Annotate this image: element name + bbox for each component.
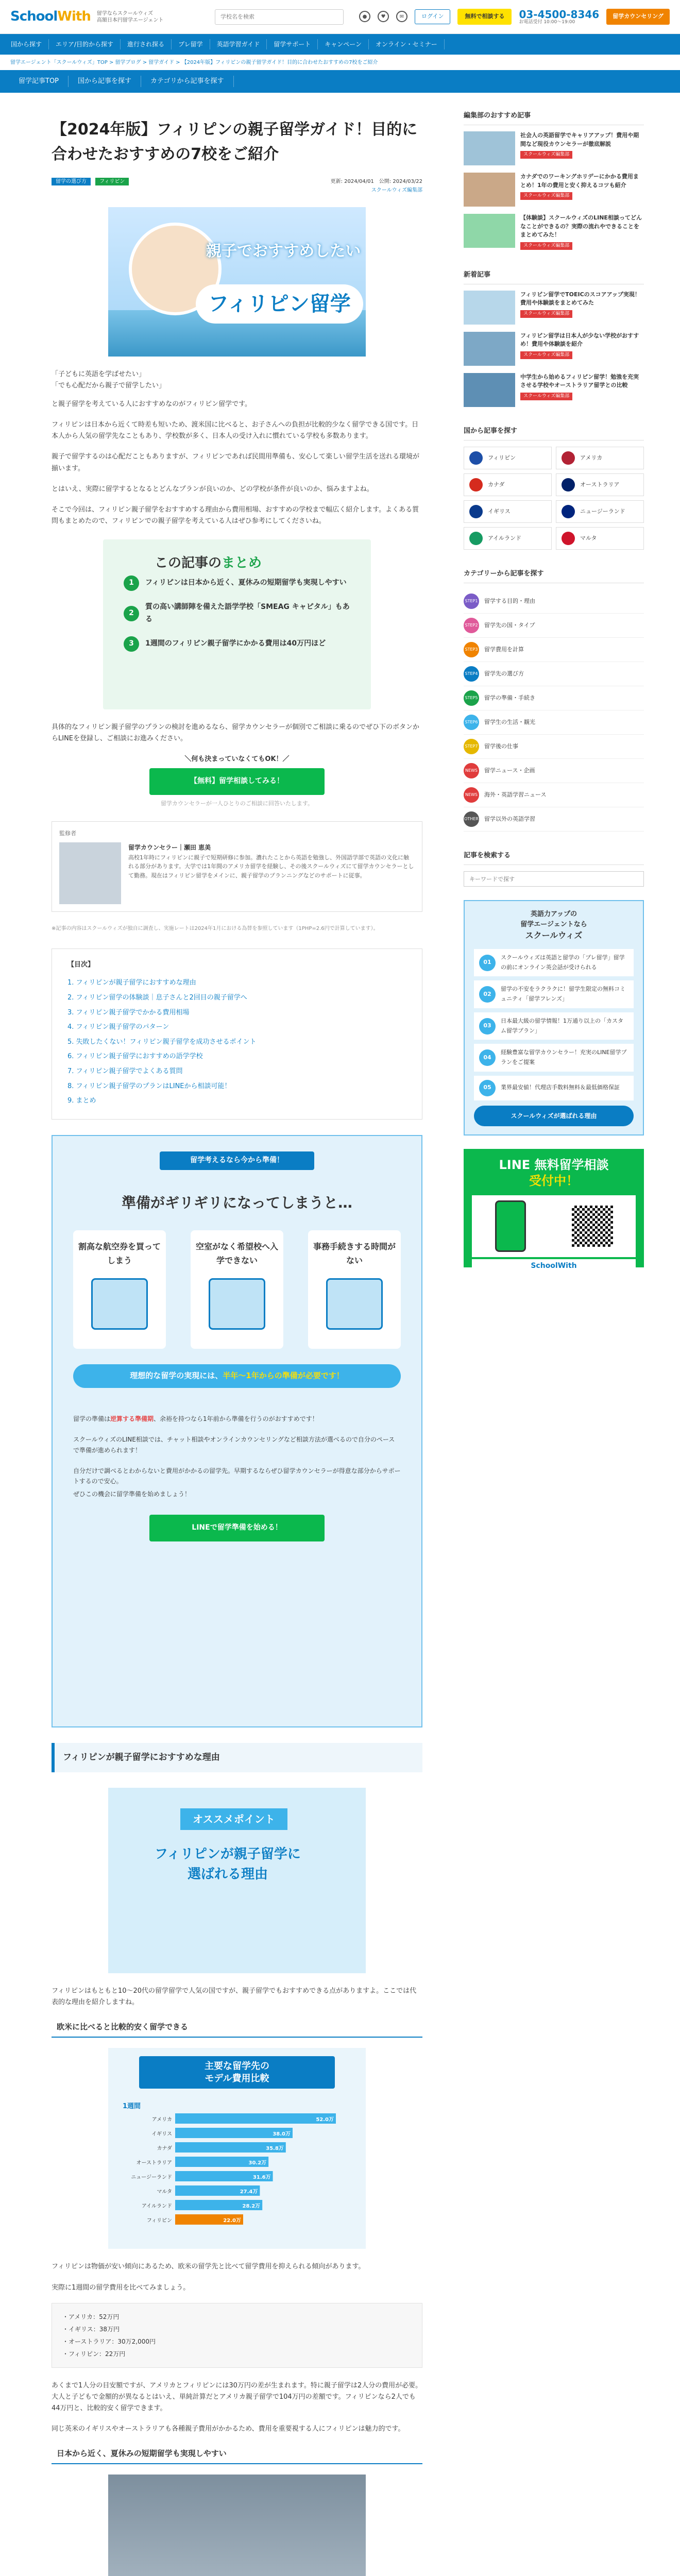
subnav-country[interactable]: 国から記事を探す [69, 76, 141, 87]
nav-item[interactable]: プレ留学 [172, 39, 210, 49]
tel-value: 03-4500-8346 [519, 8, 600, 21]
line-ad[interactable] [464, 1149, 644, 1270]
ad-item-text: 留学の不安をラクラクに！留学生限定の無料コミュニティ「留学フレンズ」 [501, 986, 625, 1003]
intro-paragraph: フィリピンは日本から近くて時差も短いため、渡米国に比べると、お子さんへの負担が比較的少なく留学できる国です。日本人から人気の留学先なこともあり、学校数が多く、日本人の受け入れに慣れている学校も多数あります。 [52, 421, 419, 440]
sidebar-article[interactable] [464, 131, 644, 165]
content-wrap [0, 93, 680, 2576]
supervisor-name: 留学カウンセラー｜瀬田 恵美 [128, 844, 211, 852]
country-item[interactable] [464, 527, 552, 550]
category-item[interactable] [464, 614, 644, 638]
chart-category-label: フィリピン [146, 2218, 172, 2224]
chart-category-label: アイルランド [141, 2204, 172, 2210]
reasons-button[interactable]: スクールウィズが選ばれる理由 [474, 1106, 634, 1126]
banner-p1-b: 逆算する準備期 [110, 1415, 154, 1422]
toc-item[interactable]: 7. フィリピン親子留学でよくある質問 [67, 1067, 183, 1076]
hero-text-2: フィリピン留学 [196, 284, 363, 324]
ad-item-text: 日本最大級の留学情報！1万通り以上の「カスタム留学プラン」 [501, 1017, 623, 1034]
category-item[interactable] [464, 638, 644, 662]
sidebar-badge: スクールウィズ編集部 [520, 310, 572, 318]
category-label: 留学後の仕事 [484, 742, 518, 750]
category-label: 留学先の国・タイプ [484, 621, 535, 629]
article-date: 更新: 2024/04/01 公開: 2024/03/22 [330, 179, 422, 184]
category-label: 留学生の生活・観光 [484, 718, 535, 725]
sidebar-badge: スクールウィズ編集部 [520, 151, 572, 159]
chart-category-label: イギリス [151, 2131, 172, 2138]
toc-item[interactable]: 6. フィリピン親子留学におすすめの語学学校 [67, 1053, 203, 1061]
country-item[interactable] [556, 527, 644, 550]
chart-bar [175, 2113, 336, 2124]
cta-lead: ＼何も決まっていなくてもOK！／ [184, 755, 290, 764]
category-item[interactable] [464, 735, 644, 759]
nav-item[interactable]: エリア/目的から探す [49, 39, 121, 49]
document-icon [326, 1278, 383, 1330]
strip-b: 半年〜1年からの準備が必要です！ [223, 1371, 344, 1381]
supervisor-info [128, 842, 415, 904]
tag[interactable]: 留学の選び方 [52, 178, 91, 185]
sidebar-article-title: フィリピン留学は日本人が少ない学校がおすすめ！費用や体験談を紹介 [520, 332, 639, 348]
category-label: 留学ニュース・企画 [484, 767, 535, 774]
article-meta [41, 177, 433, 195]
chart-title [139, 2056, 335, 2089]
flag-icon [562, 505, 575, 518]
article-tags [52, 177, 132, 195]
step-icon: NEWS [464, 763, 479, 778]
ad-item [474, 980, 634, 1008]
country-label: カナダ [488, 481, 505, 488]
toc-item[interactable]: 5. 失敗したくない！フィリピン親子留学を成功させるポイント [67, 1038, 257, 1046]
user-icon[interactable]: ● [359, 11, 370, 22]
subsection-heading: 欧米に比べると比較的安く留学できる [52, 2018, 422, 2038]
ad-item-text: 経験豊富な留学カウンセラー！充実のLINE留学プランをご提案 [501, 1049, 627, 1065]
summary-text: 1週間のフィリピン親子留学にかかる費用は40万円ほど [145, 639, 326, 648]
country-grid [464, 447, 644, 550]
banner-card [308, 1230, 401, 1349]
logo[interactable] [10, 5, 91, 28]
toc-title: 【目次】 [67, 961, 95, 969]
step-icon: STEP1 [464, 594, 479, 609]
thumbnail [464, 291, 515, 325]
line-prep-button[interactable]: LINEで留学準備を始める！ [149, 1515, 325, 1541]
paragraph: フィリピンはもともと10〜20代の留学留学で人気の国ですが、親子留学でもおすすめできる点がありますよ。ここでは代表的な理由を紹介しますね。 [52, 1987, 417, 2006]
chart-category-label: カナダ [157, 2146, 172, 2152]
category-item[interactable] [464, 686, 644, 710]
subsection-heading: 日本から近く、夏休みの短期留学も実現しやすい [52, 2444, 422, 2465]
chart-category-label: マルタ [157, 2189, 172, 2195]
country-label: ニュージーランド [580, 507, 625, 515]
number-icon: 04 [479, 1049, 496, 1066]
strip-a: 理想的な留学の実現には、 [130, 1371, 223, 1381]
toc-item[interactable]: 3. フィリピン親子留学でかかる費用相場 [67, 1008, 190, 1016]
supervisor-label: 監修者 [59, 829, 76, 837]
toc-label: フィリピン親子留学のプランはLINEから相談可能！ [76, 1082, 231, 1090]
number-icon: 01 [479, 955, 496, 971]
country-item[interactable] [556, 473, 644, 496]
toc-item[interactable]: 8. フィリピン親子留学のプランはLINEから相談可能！ [67, 1082, 231, 1090]
country-label: フィリピン [488, 454, 516, 461]
country-label: アイルランド [488, 534, 522, 541]
summary-heading-b: まとめ [222, 555, 262, 571]
banner-p1-a: 留学の準備は [73, 1415, 111, 1422]
tagline-1: 留学ならスクールウィズ [96, 10, 154, 16]
banner-p1-c: 、余裕を持つなら1年前から準備を行うのがおすすめです！ [154, 1415, 318, 1422]
thumbnail [464, 214, 515, 248]
reason-label: オススメポイント [180, 1808, 287, 1830]
airplane-icon [91, 1278, 148, 1330]
nav-item[interactable]: 留学サポート [267, 39, 318, 49]
country-item[interactable] [464, 473, 552, 496]
paragraph: 同じ英米のイギリスやオーストラリアも各種親子費用がかかるため、費用を重要視する人にフィリピンは魅力的です。 [52, 2425, 405, 2433]
article-author[interactable]: スクールウィズ編集部 [371, 188, 422, 193]
chart-category-label: ニュージーランド [131, 2175, 172, 2181]
nav-item[interactable]: オンライン・セミナー [369, 39, 445, 49]
banner-tag: 留学考えるなら今から準備！ [160, 1151, 314, 1170]
reason-title-b: 選ばれる理由 [187, 1866, 268, 1882]
toc-item[interactable]: 4. フィリピン親子留学のパターン [67, 1023, 169, 1031]
intro-paragraph: そこで今回は、フィリピン親子留学をおすすめする理由から費用相場、おすすめの学校まで幅広く紹介します。よくある質問もまとめたので、フィリピンでの親子留学を考えている人はぜひ参考にしてくださいね。 [52, 505, 419, 525]
flag-icon [469, 451, 483, 465]
summary-box [103, 539, 371, 709]
tagline-2: 高額日本円留学エージェント [96, 17, 164, 23]
chart-value-label: 22.0万 [223, 2218, 241, 2224]
category-label: 留学費用を計算 [484, 646, 524, 653]
thumbnail [464, 373, 515, 407]
table-of-contents [52, 948, 422, 1119]
chart-title-b: モデル費用比較 [205, 2073, 269, 2084]
summary-heading [155, 552, 262, 574]
ad-item [474, 1044, 634, 1071]
banner-paragraph: スクールウィズのLINE相談では、チャット相談やオンラインカウンセリングなど相談方法が選べるので自分のペースで準備が進められます！ [73, 1436, 395, 1454]
article-title: 【2024年版】フィリピンの親子留学ガイド！目的に合わせたおすすめの7校をご紹介 [52, 121, 418, 163]
sidebar-search-input[interactable] [464, 871, 644, 887]
country-item[interactable] [556, 500, 644, 523]
toc-item[interactable]: 9. まとめ [67, 1097, 96, 1105]
banner-heading: 準備がギリギリになってしまうと… [121, 1194, 352, 1211]
category-list [464, 589, 644, 832]
summary-text: フィリピンは日本から近く、夏休みの短期留学も実現しやすい [145, 579, 347, 587]
toc-label: フィリピン留学の体験談｜息子さんと2回目の親子留学へ [76, 994, 247, 1002]
nav-item[interactable]: 進行され探る [121, 39, 172, 49]
country-label: イギリス [488, 507, 511, 515]
flag-icon [469, 532, 483, 545]
category-item[interactable] [464, 589, 644, 614]
sidebar-badge: スクールウィズ編集部 [520, 242, 572, 250]
school-icon [209, 1278, 265, 1330]
sidebar-heading: カテゴリーから記事を探す [464, 565, 644, 583]
banner-paragraph [73, 1414, 401, 1424]
chart-value-label: 52.0万 [316, 2117, 334, 2123]
thumbnail [464, 173, 515, 207]
ad-item-text: スクールウィズは英語と留学の「プレ留学」留学の前にオンライン英会話が受けられる [501, 954, 625, 971]
mail-icon[interactable]: ✉ [396, 11, 407, 22]
country-item[interactable] [464, 447, 552, 469]
step-icon: STEP5 [464, 690, 479, 706]
intro-paragraph: 親子で留学するのは心配だこともありますが、フィリピンであれば民間用準備も、安心して楽しい留学生活を送れる環境が揃います。 [52, 453, 419, 472]
subnav-top[interactable]: 留学記事TOP [9, 76, 69, 87]
line-ad-heading-2: 受付中！ [529, 1174, 579, 1189]
ad-heading-2: 留学エージェントなら [520, 920, 587, 928]
category-label: 留学以外の英語学習 [484, 815, 535, 822]
step-icon: STEP6 [464, 715, 479, 730]
category-label: 海外・英語学習ニュース [484, 791, 547, 798]
main-article [41, 107, 433, 2576]
sidebar-article-title: フィリピン留学でTOEICのスコアアップ実現！費用や体験談をまとめてみた [520, 291, 640, 307]
article-date-author [331, 177, 422, 195]
summary-item [124, 636, 350, 652]
cta-note: 留学カウンセラーが一人ひとりのご相談に回答いたします。 [160, 800, 314, 807]
toc-label: 失敗したくない！フィリピン親子留学を成功させるポイント [76, 1038, 257, 1046]
toc-label: フィリピン親子留学でよくある質問 [76, 1067, 183, 1076]
counsel-button[interactable]: 留学カウンセリング [606, 9, 670, 25]
logo-accent: With [57, 9, 91, 25]
prep-banner [52, 1135, 422, 1727]
chart-period-label: 1週間 [123, 2103, 141, 2111]
toc-label: フィリピン親子留学におすすめの語学学校 [76, 1053, 203, 1061]
sidebar-heading: 記事を検索する [464, 847, 644, 865]
tagline [97, 10, 164, 24]
step-icon: STEP3 [464, 642, 479, 657]
sidebar [464, 107, 644, 2576]
category-item[interactable] [464, 759, 644, 783]
line-ad-body [472, 1195, 636, 1257]
intro-line: 「子どもに英語を学ばせたい」 [52, 370, 146, 378]
nav-item[interactable]: 国から探す [4, 39, 49, 49]
step-icon: NEWS [464, 787, 479, 803]
step-icon: OTHER [464, 811, 479, 827]
toc-label: まとめ [76, 1097, 96, 1105]
reason-image [108, 1788, 366, 1973]
cost-item: ・アメリカ：52万円 [62, 2313, 120, 2320]
intro [41, 369, 433, 410]
intro-line: と親子留学を考えている人におすすめなのがフィリピン留学です。 [52, 400, 252, 409]
sidebar-article-title: 社会人の英語留学でキャリアアップ！費用や期間など現役カウンセラーが徹底解説 [520, 132, 639, 147]
tag[interactable]: フィリピン [95, 178, 129, 185]
line-ad-heading-1: LINE 無料留学相談 [499, 1157, 609, 1172]
after-summary: 具体的なフィリピン親子留学のプランの検討を進めるなら、留学カウンセラーが個別でご相談に乗るのでぜひ下のボタンからLINEを登録し、ご相談にお進みください。 [52, 723, 419, 743]
qr-code-icon [572, 1206, 613, 1247]
hero-image [108, 207, 366, 357]
cost-item: ・オーストラリア：30万2,000円 [62, 2337, 156, 2345]
chart-value-label: 38.0万 [273, 2131, 291, 2138]
ad-item [474, 949, 634, 976]
toc-item[interactable]: 1. フィリピンが親子留学におすすめな理由 [67, 979, 196, 987]
supervisor-body [59, 842, 415, 904]
country-label: アメリカ [580, 454, 603, 461]
sidebar-article[interactable] [464, 373, 644, 407]
tel-note: お電話受付 10:00〜19:00 [519, 19, 575, 25]
sidebar-article-title: カナダでのワーキングホリデーにかかる費用まとめ！1年の費用と安く抑えるコツも紹介 [520, 173, 639, 189]
summary-text: 質の高い講師陣を備えた語学学校「SMEAG キャピタル」もある [145, 602, 350, 623]
ad-item [474, 1012, 634, 1040]
tel-number[interactable] [519, 9, 599, 25]
summary-heading-a: この記事の [155, 555, 222, 571]
country-label: オーストラリア [580, 481, 620, 488]
intro-paragraph: とはいえ、実際に留学するとなるとどんなプランが良いのか、どの学校が条件が良いのか、悩みますよね。 [52, 485, 373, 493]
section-heading: フィリピンが親子留学におすすめな理由 [52, 1743, 422, 1772]
paragraph: あくまで1人分の目安額ですが、アメリカとフィリピンには30万円の差が生まれます。特に親子留学は2人分の費用が必要。大人と子どもで金額的が異なるとはいえ、単純計算だとアメリカ親子留学で104万円の差額です。フィリピンなら2人でも44万円と、比較的安く留学できます。 [52, 2381, 422, 2412]
banner-paragraph: 自分だけで調べるとわからないと費用がかかるの留学先。早期するならぜひ留学カウンセラーが得意な部分からサポートするので安心。 [73, 1467, 401, 1485]
toc-label: フィリピンが親子留学におすすめな理由 [76, 979, 196, 987]
paragraph: フィリピンは物価が安い傾向にあるため、欧米の留学先と比べて留学費用を抑えられる傾向があります。 [52, 2263, 365, 2271]
banner-card-text: 事務手続きする時間がない [313, 1242, 396, 1266]
reason-title [155, 1844, 301, 1885]
step-icon: STEP7 [464, 739, 479, 754]
flag-icon [469, 505, 483, 518]
bar-chart [118, 2096, 355, 2230]
sidebar-article[interactable] [464, 173, 644, 207]
country-label: マルタ [580, 534, 597, 541]
sidebar-article[interactable] [464, 291, 644, 325]
disclaimer: ※記事の内容はスクールウィズが独自に調査し、実施レートは2024年1月における為替を参照しています（1PHP=2.6円で計算しています）。 [52, 926, 379, 932]
avatar [59, 842, 121, 904]
logo-text: School [10, 9, 58, 25]
header-search-input[interactable] [215, 9, 344, 25]
number-icon: 02 [479, 986, 496, 1003]
flag-icon [562, 451, 575, 465]
category-label: 留学の準備・手続き [484, 694, 535, 701]
reason-title-a: フィリピンが親子留学に [155, 1846, 301, 1862]
line-ad-footer: SchoolWith [472, 1259, 636, 1274]
ad-heading [474, 909, 634, 942]
ad-heading-3: スクールウィズ [525, 930, 583, 941]
line-ad-heading [472, 1157, 636, 1189]
number-icon: 2 [124, 606, 139, 621]
summary-item [124, 601, 350, 626]
sidebar-badge: スクールウィズ編集部 [520, 393, 572, 400]
header-links [359, 9, 670, 25]
flag-icon [562, 532, 575, 545]
number-icon: 1 [124, 575, 139, 591]
banner-card-text: 割高な航空券を買ってしまう [78, 1242, 161, 1266]
cost-item: ・フィリピン：22万円 [62, 2350, 126, 2358]
airport-photo [108, 2475, 366, 2576]
toc-item[interactable]: 2. フィリピン留学の体験談｜息子さんと2回目の親子留学へ [67, 994, 247, 1002]
country-item[interactable] [556, 447, 644, 469]
intro-line: 「でも心配だから親子で留学したい」 [52, 382, 166, 390]
subnav-category[interactable]: カテゴリから記事を探す [141, 76, 233, 87]
banner-card [191, 1230, 283, 1349]
sidebar-article[interactable] [464, 214, 644, 251]
ad-item [474, 1076, 634, 1100]
sidebar-heading: 編集部のおすすめ記事 [464, 107, 644, 125]
category-item[interactable] [464, 807, 644, 832]
summary-item [124, 575, 350, 591]
number-icon: 03 [479, 1018, 496, 1035]
banner-card-text: 空室がなく希望校へ入学できない [196, 1242, 279, 1266]
chart-title-a: 主要な留学先の [205, 2061, 269, 2072]
toc-label: フィリピン親子留学のパターン [76, 1023, 169, 1031]
category-item[interactable] [464, 783, 644, 807]
step-icon: STEP4 [464, 666, 479, 682]
sidebar-article[interactable] [464, 332, 644, 366]
chart-value-label: 35.8万 [266, 2146, 284, 2152]
country-item[interactable] [464, 500, 552, 523]
heart-icon[interactable]: ♥ [378, 11, 389, 22]
login-button[interactable]: ログイン [415, 9, 450, 24]
thumbnail [464, 131, 515, 165]
phone-icon [495, 1200, 526, 1252]
hero-text-1: 親子でおすすめしたい [206, 242, 361, 260]
consult-button[interactable]: 無料で相談する [457, 9, 512, 25]
line-consult-button[interactable]: 【無料】留学相談してみる！ [149, 768, 325, 795]
ad-item-text: 業界最安値！代理店手数料無料＆最低価格保証 [501, 1084, 620, 1091]
category-item[interactable] [464, 662, 644, 686]
supervisor-box [52, 821, 422, 912]
thumbnail [464, 332, 515, 366]
sidebar-article-title: 中学生から始めるフィリピン留学！勉強を充実させる学校やオーストラリア留学との比較 [520, 373, 639, 389]
supervisor-text: 高校1年時にフィリピンに親子で短期研修に参加。濃れたことから英語を勉強し、外国語学部で英語の文化に触れる部分があります。大学では1年間のアメリカ留学を経験し、その後スクールウィズにて留学カウンセラーとして勤務。現在はフィリピン留学をメインに、親子留学のプランニングなどのサポートに従事。 [128, 854, 414, 879]
chart-value-label: 27.4万 [240, 2189, 258, 2195]
category-label: 留学先の選び方 [484, 670, 524, 677]
breadcrumb[interactable]: 留学エージェント「スクールウィズ」TOP > 留学ブログ > 留学ガイド > 【2024年版】フィリピンの親子留学ガイド！目的に合わせたおすすめの7校をご紹介 [10, 59, 378, 65]
banner-paragraph: ぜひこの機会に留学準備を始めましょう！ [73, 1490, 191, 1498]
step-icon: STEP2 [464, 618, 479, 633]
category-item[interactable] [464, 710, 644, 735]
toc-label: フィリピン親子留学でかかる費用相場 [76, 1008, 190, 1016]
banner-cards [73, 1230, 401, 1349]
banner-card [73, 1230, 166, 1349]
schoolwith-ad [464, 900, 644, 1136]
flag-icon [562, 478, 575, 492]
ad-heading-1: 英語力アップの [530, 910, 577, 919]
top-header [0, 0, 680, 34]
sidebar-badge: スクールウィズ編集部 [520, 351, 572, 359]
nav-item[interactable]: 英語学習ガイド [210, 39, 267, 49]
sidebar-heading: 新着記事 [464, 266, 644, 284]
chart-category-label: アメリカ [151, 2117, 172, 2123]
chart-value-label: 28.2万 [242, 2204, 261, 2210]
cost-item: ・イギリス：38万円 [62, 2325, 120, 2333]
number-icon: 05 [479, 1080, 496, 1096]
sidebar-badge: スクールウィズ編集部 [520, 192, 572, 200]
main-nav [0, 34, 680, 55]
sidebar-article-title: 【体験談】スクールウィズのLINE相談ってどんなことができるの？実際の流れやできることをまとめてみた！ [520, 214, 642, 239]
chart-value-label: 30.2万 [248, 2160, 267, 2166]
sidebar-heading: 国から記事を探す [464, 422, 644, 440]
cost-list [52, 2303, 422, 2368]
nav-item[interactable]: キャンペーン [318, 39, 369, 49]
chart-value-label: 31.6万 [252, 2175, 271, 2181]
cost-chart [108, 2048, 366, 2249]
sub-nav [0, 70, 680, 93]
flag-icon [469, 478, 483, 492]
chart-category-label: オーストラリア [136, 2160, 172, 2166]
number-icon: 3 [124, 636, 139, 652]
paragraph: 実際に1週間の留学費用を比べてみましょう。 [52, 2283, 190, 2292]
category-label: 留学する目的・理由 [484, 597, 535, 604]
banner-strip [73, 1364, 401, 1388]
